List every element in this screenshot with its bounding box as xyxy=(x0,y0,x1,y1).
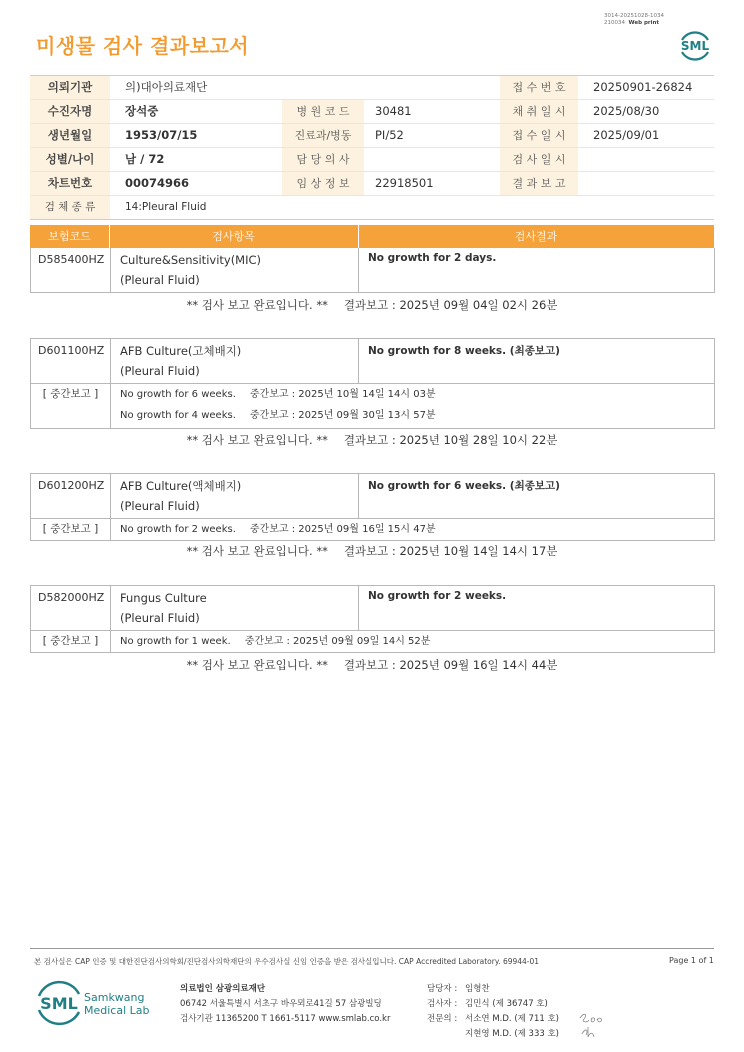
certification-note: 본 검사실은 CAP 인증 및 대한진단검사의학회/진단검사의학재단의 우수검사실 신임 인증을 받은 검사실입니다. CAP Accredited Laboratory. 69944-01 xyxy=(34,957,540,966)
report-complete: ** 검사 보고 완료입니다. ** 결과보고 : 2025년 10월 28일 10시 22분 xyxy=(186,433,558,447)
interim-row xyxy=(31,518,714,540)
report-label: 결 과 보 고 xyxy=(500,172,578,195)
test-code: D601100HZ xyxy=(38,344,105,357)
receipt-date-value: 2025/09/01 xyxy=(593,128,660,142)
interim-list: No growth for 1 week. 중간보고 : 2025년 09월 09일 14시 52분 xyxy=(120,636,431,647)
interim-label: [ 중간보고 ] xyxy=(42,635,99,647)
hospital-code-value: 30481 xyxy=(375,104,412,118)
col-item-header: 검사항목 xyxy=(212,230,255,243)
interim-list: No growth for 6 weeks. 중간보고 : 2025년 10월 14일 14시 03분 No growth for 4 weeks. 중간보고 : 2025년 09월 30일 13시 57분 xyxy=(120,389,436,421)
collect-date-label: 채 취 일 시 xyxy=(500,100,578,123)
interim-label: [ 중간보고 ] xyxy=(42,523,99,535)
report-complete: ** 검사 보고 완료입니다. ** 결과보고 : 2025년 09월 04일 02시 26분 xyxy=(186,298,558,312)
dept-label: 진료과/병동 xyxy=(282,124,364,147)
logo-name-2: Medical Lab xyxy=(84,1004,150,1017)
specimen-label: 검 체 종 류 xyxy=(30,196,110,219)
specimen-value: 14:Pleural Fluid xyxy=(125,201,207,213)
dept-value: PI/52 xyxy=(375,128,404,142)
report-complete: ** 검사 보고 완료입니다. ** 결과보고 : 2025년 10월 14일 14시 17분 xyxy=(186,544,558,558)
chart-value: 00074966 xyxy=(125,176,190,190)
hospital-code-label: 병 원 코 드 xyxy=(282,100,364,123)
interim-list: No growth for 2 weeks. 중간보고 : 2025년 09월 16일 15시 47분 xyxy=(120,524,436,535)
organization-info: 의료법인 삼광의료재단 06742 서울특별시 서초구 바우뫼로41길 57 삼광빌딩 검사기관 11365200 T 1661-5117 www.smlab.co.kr xyxy=(180,984,391,1024)
test-block xyxy=(30,473,715,541)
col-result-header: 검사결과 xyxy=(514,230,558,243)
birth-label: 생년월일 xyxy=(30,124,110,147)
patient-label: 수진자명 xyxy=(30,100,110,123)
collect-date-value: 2025/08/30 xyxy=(593,104,660,118)
info-row xyxy=(30,76,714,100)
test-code: D601200HZ xyxy=(38,479,105,492)
test-result: No growth for 6 weeks. (최종보고) xyxy=(368,480,560,492)
test-item: AFB Culture(고체배지) (Pleural Fluid) xyxy=(120,344,242,378)
test-code: D582000HZ xyxy=(38,591,105,604)
doctor-label: 담 당 의 사 xyxy=(282,148,364,171)
signature-icon xyxy=(576,1010,610,1040)
report-complete: ** 검사 보고 완료입니다. ** 결과보고 : 2025년 09월 16일 14시 44분 xyxy=(186,658,558,672)
test-item: Culture&Sensitivity(MIC) (Pleural Fluid) xyxy=(120,253,262,287)
interim-row xyxy=(31,383,714,428)
patient-value: 장석중 xyxy=(125,104,159,118)
staff-info: 담당자 : 임형찬 검사자 : 김민식 (제 36747 호) 전문의 : 서소연 M.D. (제 711 호) 지현영 M.D. (제 333 호) xyxy=(427,984,560,1039)
logo-sml-text: SML xyxy=(40,994,78,1013)
samkwang-logo-icon xyxy=(36,980,154,1026)
info-row xyxy=(30,172,714,196)
test-date-label: 검 사 일 시 xyxy=(500,148,578,171)
test-result: No growth for 2 days. xyxy=(368,252,497,264)
requester-value: 의)대아의료재단 xyxy=(125,80,208,94)
info-row xyxy=(30,100,714,124)
sex-age-label: 성별/나이 xyxy=(30,148,110,171)
test-block xyxy=(30,248,715,293)
patient-info-table xyxy=(30,75,714,220)
test-code: D585400HZ xyxy=(38,253,105,266)
page-number: Page 1 of 1 xyxy=(669,956,714,965)
test-row xyxy=(31,474,714,518)
test-item: AFB Culture(액체배지) (Pleural Fluid) xyxy=(120,479,242,513)
info-row xyxy=(30,148,714,172)
logo-name-1: Samkwang xyxy=(84,991,145,1004)
test-result: No growth for 2 weeks. xyxy=(368,590,507,602)
birth-value: 1953/07/15 xyxy=(125,128,198,142)
results-header xyxy=(30,225,714,248)
test-result: No growth for 8 weeks. (최종보고) xyxy=(368,345,560,357)
clinical-label: 임 상 정 보 xyxy=(282,172,364,195)
test-row xyxy=(31,586,714,630)
report-title: 미생물 검사 결과보고서 xyxy=(36,34,250,58)
test-row xyxy=(31,339,714,383)
footer-divider xyxy=(30,948,714,949)
receipt-no-label: 접 수 번 호 xyxy=(500,76,578,99)
receipt-no-value: 20250901-26824 xyxy=(593,80,693,94)
sml-logo-icon xyxy=(676,26,714,64)
info-row xyxy=(30,124,714,148)
sml-logo-text: SML xyxy=(680,39,710,53)
info-row xyxy=(30,196,714,220)
interim-label: [ 중간보고 ] xyxy=(42,388,99,400)
requester-label: 의뢰기관 xyxy=(30,76,110,99)
sex-age-value: 남 / 72 xyxy=(125,152,165,166)
print-id: 3014-20251028-1034 210034 Web print xyxy=(604,13,664,26)
chart-label: 차트번호 xyxy=(30,172,110,195)
test-block xyxy=(30,585,715,653)
test-row xyxy=(31,248,714,292)
test-block xyxy=(30,338,715,429)
interim-row xyxy=(31,630,714,652)
clinical-value: 22918501 xyxy=(375,176,434,190)
test-item: Fungus Culture (Pleural Fluid) xyxy=(120,591,207,625)
receipt-date-label: 접 수 일 시 xyxy=(500,124,578,147)
col-code-header: 보험코드 xyxy=(48,230,91,243)
